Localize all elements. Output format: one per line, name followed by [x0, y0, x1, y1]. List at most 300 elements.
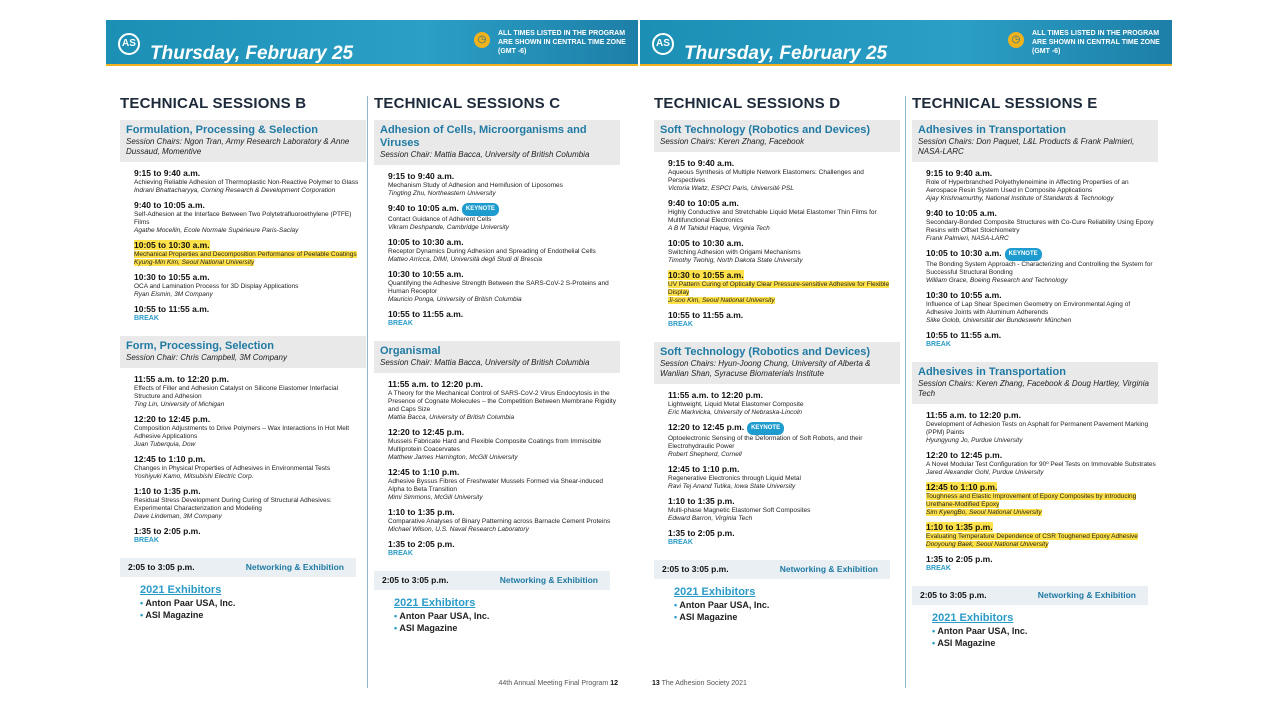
talk-time: 12:20 to 12:45 p.m.: [134, 414, 211, 424]
talk-authors-text: Juan Tuberquia, Dow: [134, 441, 196, 448]
column-sessions-c: [374, 90, 620, 634]
page-number: 13: [652, 680, 660, 687]
talk-time: 1:10 to 1:35 p.m.: [388, 507, 455, 517]
talk-title: [388, 518, 620, 526]
talk-authors-text: Ting Lin, University of Michigan: [134, 401, 225, 408]
session-talk-list: [912, 162, 1158, 356]
talk-item: [668, 238, 900, 265]
session-title: Organismal: [380, 345, 441, 357]
talk-authors-text: William Grace, Boeing Research and Technology: [926, 277, 1068, 284]
talk-time-row: [926, 208, 1158, 219]
talk-title-text: Quantifying the Adhesive Strength Between the SARS-CoV-2 S-Proteins and Human Receptor: [388, 280, 609, 295]
day-title: Thursday, February 25: [684, 43, 888, 64]
talk-authors-text: Mauricio Ponga, University of British Columbia: [388, 296, 522, 303]
talk-item: [388, 379, 620, 422]
talk-time-row: [668, 496, 900, 507]
talk-time: 1:35 to 2:05 p.m.: [388, 539, 455, 549]
talk-authors-text: Agathe Mocellin, Ecole Normale Supérieure Paris-Saclay: [134, 227, 299, 234]
break-item: [134, 304, 366, 323]
session-chairs: Session Chair: Mattia Bacca, University of British Columbia: [380, 150, 590, 159]
talk-time-row: [668, 238, 900, 249]
day-banner: [640, 20, 1172, 66]
talk-item: [134, 272, 366, 299]
talk-title: [134, 497, 366, 513]
talk-authors: [388, 224, 620, 232]
talk-authors: [134, 187, 366, 195]
talk-authors: [668, 297, 900, 305]
exhibitors-link[interactable]: 2021 Exhibitors: [394, 597, 476, 609]
talk-title: [926, 421, 1158, 437]
session-header: [654, 342, 900, 384]
talk-item: [926, 290, 1158, 325]
keynote-badge: KEYNOTE: [462, 203, 499, 216]
column-title: TECHNICAL SESSIONS B: [120, 95, 307, 112]
talk-authors: [134, 513, 366, 521]
talk-authors: [668, 483, 900, 491]
talk-time: 11:55 a.m. to 12:20 p.m.: [388, 379, 483, 389]
talk-time: 11:55 a.m. to 12:20 p.m.: [134, 374, 229, 384]
talk-time: 9:40 to 10:05 a.m.: [134, 200, 205, 210]
talk-time: 10:05 to 10:30 a.m.: [388, 237, 464, 247]
talk-authors-text: Vikram Deshpande, Cambridge University: [388, 224, 509, 231]
talk-authors: [134, 473, 366, 481]
talk-title-text: Composition Adjustments to Drive Polymers – Wax Interactions In Hot Melt Adhesive Applications: [134, 425, 350, 440]
exhibitors-link[interactable]: 2021 Exhibitors: [140, 584, 222, 596]
talk-item: [134, 414, 366, 449]
talk-item: [134, 374, 366, 409]
break-label: BREAK: [388, 320, 413, 327]
talk-item: [134, 454, 366, 481]
exhibitors-section: [120, 577, 366, 621]
talk-time: 11:55 a.m. to 12:20 p.m.: [926, 410, 1021, 420]
talk-title-text: Receptor Dynamics During Adhesion and Spreading of Endothelial Cells: [388, 248, 596, 255]
exhibitors-section: [654, 579, 900, 623]
talk-time-row: [134, 168, 366, 179]
talk-time: 12:20 to 12:45 p.m.: [668, 422, 745, 432]
session-header: [374, 120, 620, 165]
break-label: BREAK: [926, 341, 951, 348]
talk-title-text: Contact Guidance of Adherent Cells: [388, 216, 492, 223]
talk-item: [134, 486, 366, 521]
program-page-left: [106, 20, 638, 700]
timezone-note: ALL TIMES LISTED IN THE PROGRAM ARE SHOWN IN CENTRAL TIME ZONE (GMT -6): [1032, 30, 1160, 55]
talk-time: 12:45 to 1:10 p.m.: [388, 467, 460, 477]
talk-title: [926, 261, 1158, 277]
exhibitor-item: • ASI Magazine: [674, 611, 900, 623]
talk-time: 1:35 to 2:05 p.m.: [926, 554, 993, 564]
talk-item: [668, 158, 900, 193]
talk-title-text: UV Pattern Curing of Optically Clear Pressure-sensitive Adhesive for Flexible Display: [668, 281, 890, 296]
talk-authors: [388, 296, 620, 304]
break-item: [668, 528, 900, 547]
talk-authors: [926, 195, 1158, 203]
talk-title-text: Role of Hyperbranched Polyethyleneimine in Affecting Properties of an Aerospace Resin System Used in Composite Applications: [926, 179, 1129, 194]
talk-time-row: [926, 522, 1158, 533]
talk-title: [926, 301, 1158, 317]
talk-authors: [926, 277, 1158, 285]
talk-title-text: Self-Adhesion at the Interface Between Two Polytetrafluoroethylene (PTFE) Films: [134, 211, 352, 226]
talk-title: [134, 283, 366, 291]
break-item: [926, 330, 1158, 349]
talk-item: [134, 200, 366, 235]
session-title: Soft Technology (Robotics and Devices): [660, 124, 871, 136]
session-title: Form, Processing, Selection: [126, 340, 274, 352]
talk-title-text: Influence of Lap Shear Specimen Geometry on Environmental Aging of Adhesive Joints with Aluminum Adherends: [926, 301, 1131, 316]
talk-title-text: Multi-phase Magnetic Elastomer Soft Composites: [668, 507, 811, 514]
exhibitors-link[interactable]: 2021 Exhibitors: [932, 612, 1014, 624]
talk-time: 1:10 to 1:35 p.m.: [926, 522, 993, 532]
talk-item: [388, 237, 620, 264]
talk-time-row: [388, 379, 620, 390]
break-label: BREAK: [134, 315, 159, 322]
talk-authors: [668, 451, 900, 459]
talk-authors: [926, 541, 1158, 549]
day-title: Thursday, February 25: [150, 43, 354, 64]
talk-title: [668, 209, 900, 225]
talk-time-row: [926, 248, 1158, 261]
talk-authors-text: Hyungyung Jo, Purdue University: [926, 437, 1023, 444]
talk-authors: [388, 256, 620, 264]
page-footer: [499, 680, 618, 687]
talk-time: 9:15 to 9:40 a.m.: [926, 168, 993, 178]
session-title: Adhesion of Cells, Microorganisms and Viruses: [380, 124, 587, 149]
talk-item: [668, 270, 900, 305]
talk-time-row: [388, 269, 620, 280]
column-sessions-b: [120, 90, 366, 621]
talk-authors-text: Timothy Twohig, North Dakota State University: [668, 257, 803, 264]
talk-title-text: Secondary-Bonded Composite Structures with Co-Cure Reliability Using Epoxy Resins with Offset Stoichiometry: [926, 219, 1154, 234]
talk-time: 10:55 to 11:55 a.m.: [134, 304, 210, 314]
talk-title: [668, 249, 900, 257]
program-page-right: [640, 20, 1172, 700]
talk-time: 10:05 to 10:30 a.m.: [668, 238, 744, 248]
talk-time-row: [134, 272, 366, 283]
talk-item: [388, 203, 620, 232]
talk-title-text: A Novel Modular Test Configuration for 90º Peel Tests on Immovable Substrates: [926, 461, 1156, 468]
session-header: [654, 120, 900, 152]
talk-authors: [134, 259, 366, 267]
talk-authors: [668, 515, 900, 523]
talk-time-row: [668, 158, 900, 169]
talk-authors-text: Matthew James Harrington, McGill University: [388, 454, 518, 461]
talk-authors: [134, 291, 366, 299]
talk-title-text: Achieving Reliable Adhesion of Thermoplastic Non-Reactive Polymer to Glass: [134, 179, 359, 186]
talk-title-text: Toughness and Elastic Improvement of Epoxy Composites by introducing Urethane-Modified Epoxy: [926, 493, 1137, 508]
talk-title: [134, 465, 366, 473]
talk-time-row: [926, 482, 1158, 493]
footer-text: 44th Annual Meeting Final Program: [498, 680, 609, 687]
talk-title-text: Regenerative Electronics through Liquid Metal: [668, 475, 801, 482]
networking-row: [912, 586, 1148, 605]
talk-time: 10:55 to 11:55 a.m.: [388, 309, 464, 319]
networking-time: 2:05 to 3:05 p.m.: [382, 575, 449, 585]
session-header: [120, 120, 366, 162]
talk-time-row: [134, 454, 366, 465]
talk-authors: [926, 235, 1158, 243]
session-title: Formulation, Processing & Selection: [126, 124, 318, 136]
talk-time: 9:40 to 10:05 a.m.: [388, 203, 459, 213]
talk-authors: [668, 225, 900, 233]
talk-time-row: [668, 310, 900, 321]
column-title: TECHNICAL SESSIONS C: [374, 95, 561, 112]
talk-item: [388, 269, 620, 304]
talk-authors-text: Yoshiyuki Kamo, Mitsubishi Electric Corp.: [134, 473, 254, 480]
talk-title: [668, 281, 900, 297]
talk-title-text: Lightweight, Liquid Metal Elastomer Composite: [668, 401, 804, 408]
page-footer: [652, 680, 747, 687]
session-talk-list: [120, 162, 366, 330]
talk-time: 10:55 to 11:55 a.m.: [926, 330, 1002, 340]
networking-time: 2:05 to 3:05 p.m.: [920, 590, 987, 600]
session-chairs: Session Chairs: Keren Zhang, Facebook & Doug Hartley, Virginia Tech: [918, 379, 1149, 398]
keynote-badge: KEYNOTE: [747, 422, 784, 435]
talk-item: [388, 507, 620, 534]
session-chairs: Session Chairs: Ngon Tran, Army Research Laboratory & Anne Dussaud, Momentive: [126, 137, 350, 156]
talk-time-row: [134, 304, 366, 315]
session-title: Adhesives in Transportation: [918, 366, 1066, 378]
talk-title: [668, 507, 900, 515]
talk-title-text: A Theory for the Mechanical Control of SARS-CoV-2 Virus Endocytosis in the Presence of Cognate Molecules – the Competition Between Membrane Rigidity and Caps Size: [388, 390, 616, 413]
talk-time-row: [668, 390, 900, 401]
talk-time: 12:20 to 12:45 p.m.: [926, 450, 1003, 460]
talk-time: 9:15 to 9:40 a.m.: [388, 171, 455, 181]
talk-time: 9:15 to 9:40 a.m.: [668, 158, 735, 168]
break-label: BREAK: [388, 550, 413, 557]
networking-row: [120, 558, 356, 577]
talk-time-row: [388, 309, 620, 320]
talk-item: [926, 410, 1158, 445]
talk-authors: [134, 441, 366, 449]
talk-title: [388, 390, 620, 414]
keynote-badge: KEYNOTE: [1005, 248, 1042, 261]
break-label: BREAK: [668, 539, 693, 546]
column-title: TECHNICAL SESSIONS D: [654, 95, 841, 112]
talk-authors-text: Tingting Zhu, Northeastern University: [388, 190, 496, 197]
talk-time-row: [134, 374, 366, 385]
talk-time-row: [134, 486, 366, 497]
talk-time: 1:10 to 1:35 p.m.: [134, 486, 201, 496]
talk-title: [926, 493, 1158, 509]
talk-item: [668, 496, 900, 523]
society-logo: AS: [652, 33, 674, 55]
talk-authors: [926, 437, 1158, 445]
talk-title-text: Aqueous Synthesis of Multiple Network Elastomers: Challenges and Perspectives: [668, 169, 864, 184]
talk-time-row: [668, 528, 900, 539]
column-sessions-e: [912, 90, 1158, 649]
talk-authors-text: Mimi Simmons, McGill University: [388, 494, 483, 501]
talk-authors: [388, 454, 620, 462]
break-item: [926, 554, 1158, 573]
talk-item: [926, 450, 1158, 477]
talk-time-row: [388, 171, 620, 182]
talk-title-text: Mechanical Properties and Decomposition Performance of Peelable Coatings: [134, 251, 357, 258]
talk-title-text: Mechanism Study of Adhesion and Hemifusion of Liposomes: [388, 182, 563, 189]
column-sessions-d: [654, 90, 900, 623]
talk-time-row: [388, 467, 620, 478]
talk-time: 1:10 to 1:35 p.m.: [668, 496, 735, 506]
talk-authors-text: Frank Palmieri, NASA-LARC: [926, 235, 1009, 242]
talk-time-row: [134, 526, 366, 537]
talk-authors-text: Jared Alexander Gohl, Purdue University: [926, 469, 1044, 476]
talk-time-row: [926, 554, 1158, 565]
exhibitor-item: • Anton Paar USA, Inc.: [674, 599, 900, 611]
talk-authors-text: Kyung-Min Kim, Seoul National University: [134, 259, 255, 266]
column-divider: [367, 96, 368, 688]
talk-title: [134, 179, 366, 187]
talk-time: 10:55 to 11:55 a.m.: [668, 310, 744, 320]
session-chairs: Session Chair: Chris Campbell, 3M Company: [126, 353, 287, 362]
session-talk-list: [374, 165, 620, 335]
talk-time-row: [134, 414, 366, 425]
networking-label: Networking & Exhibition: [245, 562, 344, 572]
talk-time-row: [134, 200, 366, 211]
exhibitor-item: • Anton Paar USA, Inc.: [932, 625, 1158, 637]
talk-item: [388, 171, 620, 198]
talk-item: [926, 208, 1158, 243]
session-chairs: Session Chairs: Don Paquet, L&L Products & Frank Palmieri, NASA-LARC: [918, 137, 1135, 156]
talk-time: 10:05 to 10:30 a.m.: [134, 240, 210, 250]
talk-title-text: Highly Conductive and Stretchable Liquid Metal Elastomer Thin Films for Multifunctional Electronics: [668, 209, 877, 224]
break-item: [134, 526, 366, 545]
talk-time-row: [926, 290, 1158, 301]
talk-item: [668, 198, 900, 233]
talk-title: [388, 478, 620, 494]
talk-title-text: Effects of Filler and Adhesion Catalyst on Silicone Elastomer Interfacial Structure and Adhesion: [134, 385, 339, 400]
talk-title: [668, 475, 900, 483]
talk-item: [668, 464, 900, 491]
session-talk-list: [654, 152, 900, 336]
talk-time: 10:05 to 10:30 a.m.: [926, 248, 1002, 258]
networking-row: [654, 560, 890, 579]
session-talk-list: [120, 368, 366, 552]
talk-time: 12:45 to 1:10 p.m.: [668, 464, 740, 474]
networking-time: 2:05 to 3:05 p.m.: [662, 564, 729, 574]
talk-authors: [668, 185, 900, 193]
exhibitors-section: [374, 590, 620, 634]
society-logo: AS: [118, 33, 140, 55]
talk-item: [926, 248, 1158, 285]
talk-authors-text: Ryan Eismin, 3M Company: [134, 291, 213, 298]
talk-authors: [668, 257, 900, 265]
talk-time: 1:35 to 2:05 p.m.: [668, 528, 735, 538]
exhibitor-item: • ASI Magazine: [932, 637, 1158, 649]
talk-time-row: [668, 464, 900, 475]
talk-item: [668, 422, 900, 459]
talk-authors-text: Ravi Tej Anand Tutika, Iowa State University: [668, 483, 796, 490]
talk-title-text: Adhesive Byssus Fibres of Freshwater Mussels Formed via Shear-induced Alpha to Beta Transition: [388, 478, 603, 493]
talk-title: [926, 461, 1158, 469]
talk-title: [926, 219, 1158, 235]
talk-item: [668, 390, 900, 417]
exhibitor-item: • ASI Magazine: [394, 622, 620, 634]
talk-title: [134, 251, 366, 259]
talk-authors: [134, 401, 366, 409]
talk-title-text: OCA and Lamination Process for 3D Display Applications: [134, 283, 299, 290]
talk-title: [388, 182, 620, 190]
timezone-note: ALL TIMES LISTED IN THE PROGRAM ARE SHOWN IN CENTRAL TIME ZONE (GMT -6): [498, 30, 626, 55]
clock-icon: ◷: [474, 32, 490, 48]
break-label: BREAK: [926, 565, 951, 572]
session-title: Soft Technology (Robotics and Devices): [660, 346, 871, 358]
talk-title: [388, 438, 620, 454]
talk-authors-text: Eric Markvicka, University of Nebraska-Lincoln: [668, 409, 803, 416]
talk-time-row: [926, 410, 1158, 421]
talk-authors-text: Silke Golob, Universität der Bundeswehr München: [926, 317, 1072, 324]
page-number: 12: [610, 680, 618, 687]
talk-authors-text: Matteo Arricca, DIMI, Università degli Studi di Brescia: [388, 256, 543, 263]
exhibitor-item: • Anton Paar USA, Inc.: [394, 610, 620, 622]
talk-authors: [926, 509, 1158, 517]
talk-authors-text: Indrani Bhattacharyya, Corning Research & Development Corporation: [134, 187, 336, 194]
talk-item: [926, 522, 1158, 549]
talk-time: 10:30 to 10:55 a.m.: [668, 270, 744, 280]
talk-item: [388, 427, 620, 462]
session-chairs: Session Chairs: Hyun-Joong Chung, University of Alberta & Wanlian Shan, Syracuse Biomaterials Institute: [660, 359, 871, 378]
talk-title-text: Changes in Physical Properties of Adhesives in Environmental Tests: [134, 465, 331, 472]
session-talk-list: [654, 384, 900, 554]
talk-authors-text: Sim KyengBo, Seoul National University: [926, 509, 1042, 516]
break-label: BREAK: [668, 321, 693, 328]
talk-time-row: [134, 240, 366, 251]
talk-authors-text: Dave Lindeman, 3M Company: [134, 513, 222, 520]
talk-title-text: Comparative Analyses of Binary Patterning across Barnacle Cement Proteins: [388, 518, 611, 525]
talk-authors-text: Michael Wilson, U.S. Naval Research Laboratory: [388, 526, 529, 533]
talk-authors-text: Ajay Krishnamurthy, National Institute of Standards & Technology: [926, 195, 1114, 202]
session-header: [912, 120, 1158, 162]
session-header: [374, 341, 620, 373]
networking-label: Networking & Exhibition: [1037, 590, 1136, 600]
talk-item: [134, 240, 366, 267]
talk-time: 12:45 to 1:10 p.m.: [134, 454, 206, 464]
exhibitors-link[interactable]: 2021 Exhibitors: [674, 586, 756, 598]
talk-title: [388, 280, 620, 296]
talk-title: [134, 385, 366, 401]
talk-title-text: Switching Adhesion with Origami Mechanisms: [668, 249, 801, 256]
talk-time-row: [926, 330, 1158, 341]
talk-title: [668, 401, 900, 409]
break-item: [388, 539, 620, 558]
exhibitor-item: • Anton Paar USA, Inc.: [140, 597, 366, 609]
talk-time-row: [926, 168, 1158, 179]
break-item: [388, 309, 620, 328]
talk-authors: [668, 409, 900, 417]
networking-label: Networking & Exhibition: [499, 575, 598, 585]
talk-authors: [388, 414, 620, 422]
talk-time-row: [668, 270, 900, 281]
talk-item: [926, 482, 1158, 517]
talk-time: 12:45 to 1:10 p.m.: [926, 482, 998, 492]
networking-row: [374, 571, 610, 590]
talk-time-row: [668, 198, 900, 209]
talk-time: 10:30 to 10:55 a.m.: [388, 269, 464, 279]
talk-time: 12:20 to 12:45 p.m.: [388, 427, 465, 437]
column-divider: [905, 96, 906, 688]
talk-time: 10:30 to 10:55 a.m.: [926, 290, 1002, 300]
talk-time-row: [388, 507, 620, 518]
talk-title-text: Mussels Fabricate Hard and Flexible Composite Coatings from Immiscible Multiprotein Coacervates: [388, 438, 602, 453]
networking-label: Networking & Exhibition: [779, 564, 878, 574]
talk-time: 9:40 to 10:05 a.m.: [926, 208, 997, 218]
session-talk-list: [374, 373, 620, 565]
talk-title: [926, 179, 1158, 195]
talk-authors-text: Ji-soo Kim, Seoul National University: [668, 297, 775, 304]
talk-title: [668, 435, 900, 451]
talk-title: [134, 425, 366, 441]
break-label: BREAK: [134, 537, 159, 544]
day-banner: [106, 20, 638, 66]
talk-title-text: Optoelectronic Sensing of the Deformation of Soft Robots, and their Electrohydraulic Power: [668, 435, 863, 450]
column-title: TECHNICAL SESSIONS E: [912, 95, 1098, 112]
